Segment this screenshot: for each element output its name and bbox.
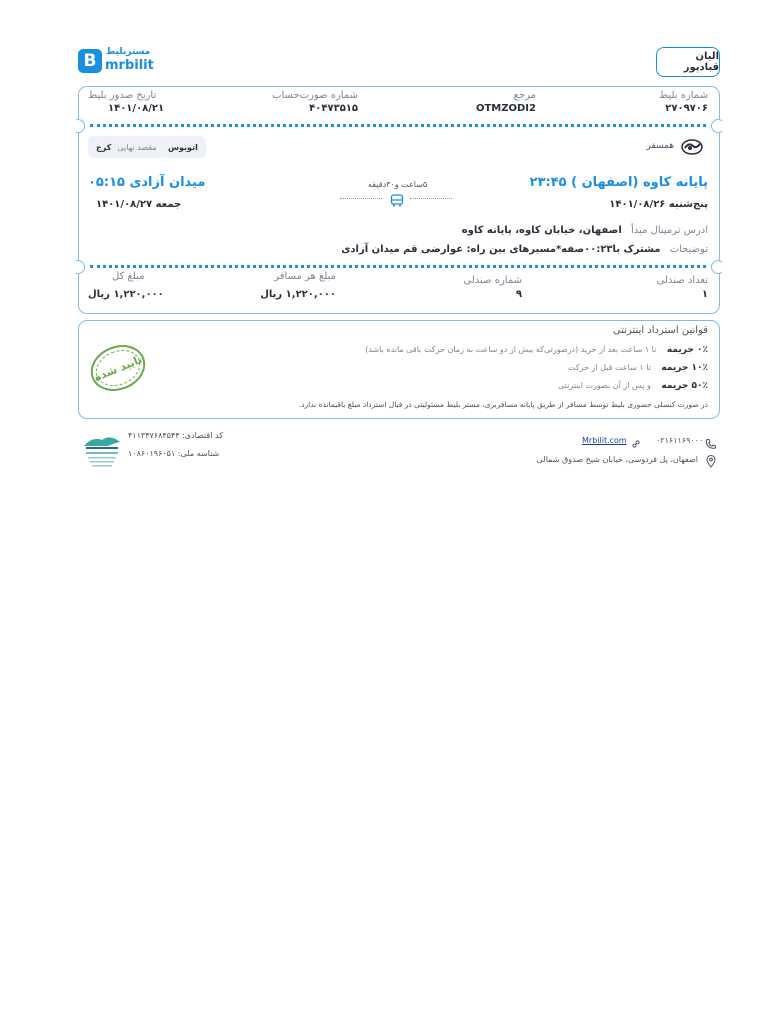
dotted-divider (90, 265, 706, 268)
notes-text: مشترک با۰۰:۲۳صفه*مسیرهای بین راه: عوارضی قم میدان آزادی (341, 244, 661, 255)
ticket-number: ۲۷۰۹۷۰۶ (665, 103, 708, 114)
logo-icon: B (78, 49, 102, 73)
refund-penalty: ۰٪ جریمه (666, 345, 708, 355)
total-price: ۱,۲۲۰,۰۰۰ ریال (88, 289, 164, 300)
national-id: شناسه ملی: ۱۰۸۶۰۱۹۶۰۵۱ (128, 449, 220, 458)
per-passenger-label: مبلغ هر مسافر (274, 271, 336, 282)
per-passenger-price: ۱,۲۲۰,۰۰۰ ریال (260, 289, 336, 300)
terminal-address-row (462, 225, 708, 236)
refund-description: و پس از آن بصورت اینترنتی (557, 381, 651, 390)
notch-cover-left (67, 258, 76, 274)
seat-number: ۹ (515, 289, 522, 300)
final-destination-chip (88, 136, 165, 158)
refund-note: در صورت کنسلی حضوری بلیط توسط مسافر از طریق پایانه مسافربری، مستر بلیط مسئولیتی در قبال استرداد مبلغ باقیمانده ندارد. (298, 400, 708, 409)
notch-cover-left (67, 117, 76, 133)
refund-rule (558, 381, 708, 391)
reference-code: OTMZODI2 (475, 103, 536, 114)
departure-date: پنج‌شنبه ۱۴۰۱/۰۸/۲۶ (609, 199, 708, 210)
terminal-label: ادرس ترمینال مبدأ (630, 225, 708, 236)
terminal-company-logo (80, 430, 124, 474)
total-label: مبلغ کل (112, 271, 145, 282)
link-icon (630, 435, 642, 454)
economic-code: کد اقتصادی: ۴۱۱۳۴۷۶۸۴۵۴۴ (128, 431, 224, 440)
company-address: اصفهان، پل فردوسی، خیابان شیخ صدوق شمالی (536, 455, 698, 464)
company-name: همسفر (646, 141, 674, 151)
route-line-right (410, 198, 452, 199)
phone-icon (705, 435, 717, 454)
dotted-divider (90, 124, 706, 127)
ticket-number-label: شماره بلیط (658, 90, 708, 101)
refund-description: تا ۱ ساعت بعد از خرید (درصورتی‌که بیش از دو ساعت به زمان حرکت باقی مانده باشد) (365, 345, 657, 354)
logo-text-fa: مستربلیط (106, 47, 151, 57)
bus-icon (390, 192, 404, 211)
notch-cover-right (722, 117, 731, 133)
destination-station: میدان آزادی ۰۵:۱۵ (88, 175, 206, 190)
refund-rule (568, 363, 708, 373)
refund-rule (365, 345, 708, 355)
notes-row (341, 244, 708, 255)
invoice-number: ۴۰۴۷۳۵۱۵ (309, 103, 358, 114)
origin-station: پایانه کاوه (اصفهان ) ۲۳:۴۵ (529, 175, 708, 190)
refund-title: قوانین استرداد اینترنتی (612, 325, 708, 336)
final-destination: کرج (96, 142, 112, 152)
notes-label: توضیحات (669, 244, 708, 255)
company-logo-icon (681, 139, 703, 155)
seat-count-label: تعداد صندلی (656, 275, 708, 286)
vehicle-chip (160, 136, 206, 158)
stamp-text: تایید شده (92, 352, 144, 384)
invoice-label: شماره صورت‌حساب (272, 90, 358, 101)
refund-description: تا ۱ ساعت قبل از حرکت (568, 363, 651, 372)
phone-number[interactable]: ۰۲۱۶۱۱۶۹۰۰۰ (656, 436, 704, 445)
logo-text-en: mrbilit (105, 58, 154, 73)
seat-number-label: شماره صندلی (463, 275, 522, 286)
location-icon (706, 453, 716, 472)
vehicle-type: اتوبوس (168, 142, 198, 152)
refund-penalty: ۵۰٪ جریمه (661, 381, 708, 391)
website-link[interactable]: Mrbilit.com (582, 436, 627, 445)
terminal-address: اصفهان، خیابان کاوه، پایانه کاوه (461, 225, 622, 236)
issue-date: ۱۴۰۱/۰۸/۲۱ (108, 103, 165, 114)
trip-duration: ۵ساعت و۳۰دقیقه (368, 180, 428, 189)
seat-count: ۱ (701, 289, 708, 300)
reference-label: مرجع (513, 90, 536, 101)
passenger-name: الیان قبادپور (656, 47, 720, 77)
notch-cover-right (722, 258, 731, 274)
refund-penalty: ۱۰٪ جریمه (661, 363, 708, 373)
issue-date-label: تاریخ صدور بلیط (88, 90, 157, 101)
route-line-left (340, 198, 382, 199)
arrival-date: جمعه ۱۴۰۱/۰۸/۲۷ (96, 199, 182, 210)
final-destination-label: مقصد نهایی (117, 142, 157, 152)
